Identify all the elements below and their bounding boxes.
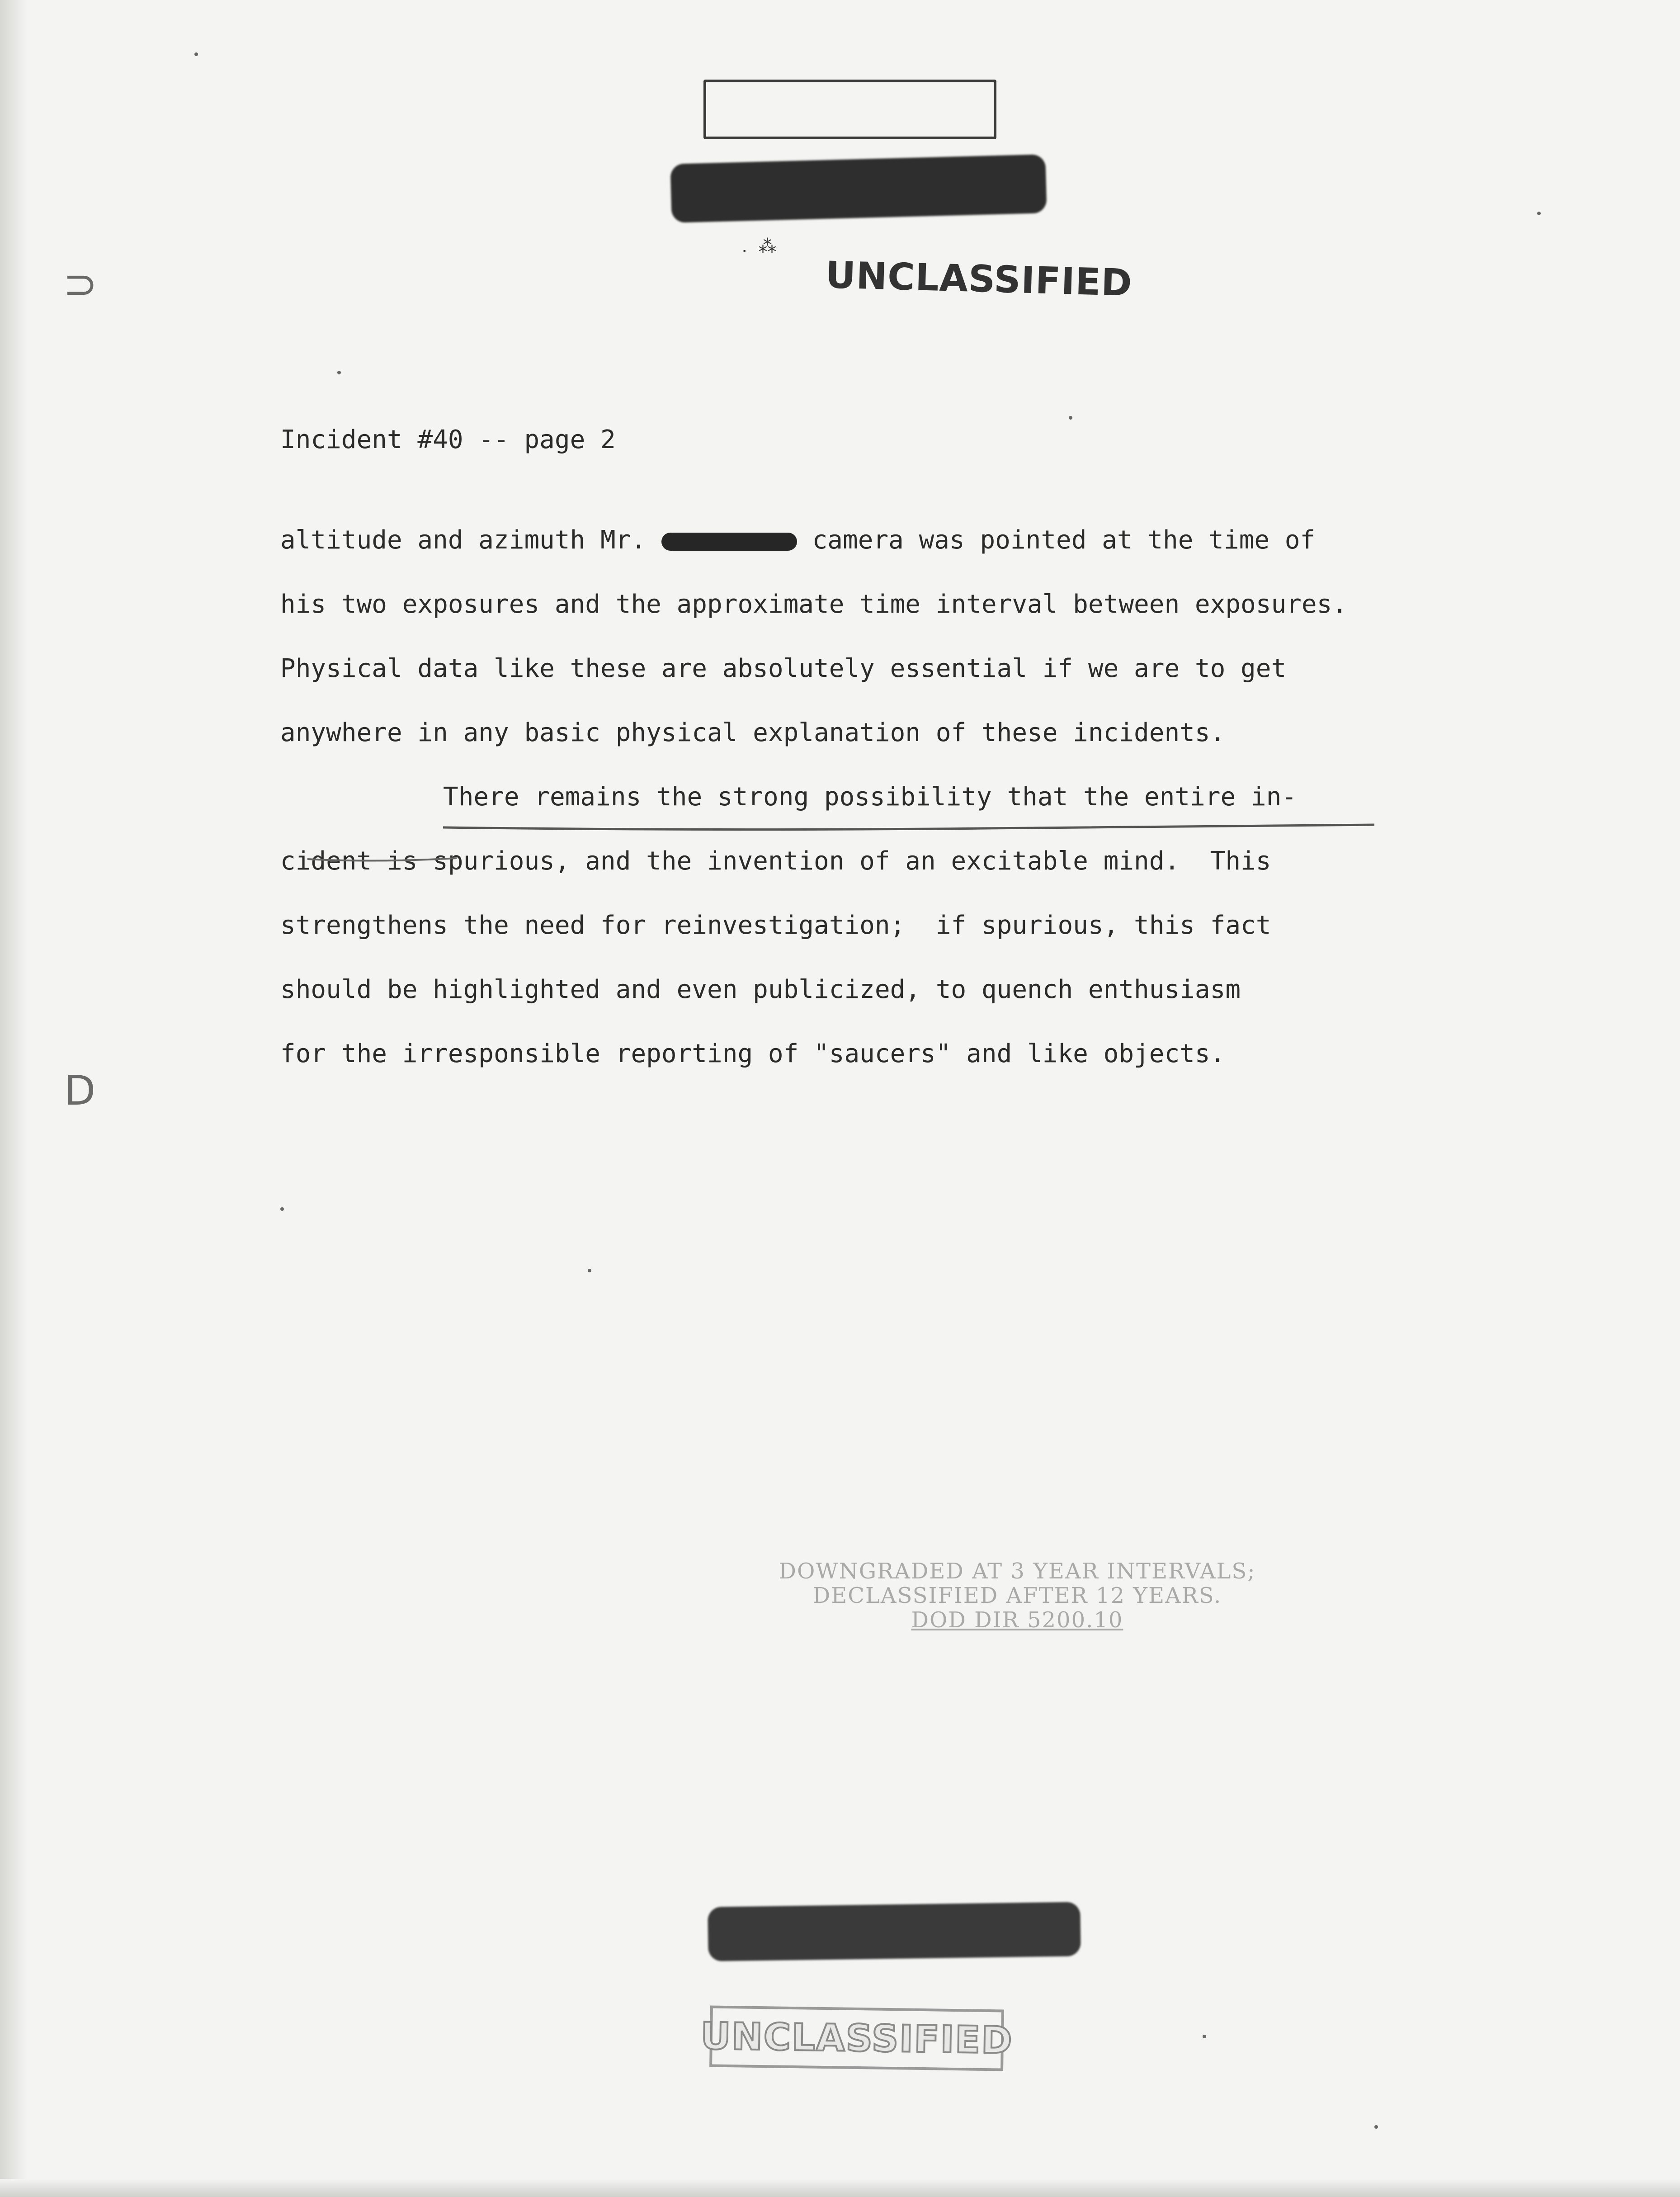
text-line-1 [280,524,1438,589]
text-line-2: his two exposures and the approximate time interval between exposures. [280,590,1348,619]
bottom-redaction-bar [708,1902,1081,1961]
text-line-3: Physical data like these are absolutely essential if we are to get [280,654,1287,683]
text-line-8: should be highlighted and even publicized, to quench enthusiasm [280,975,1241,1004]
downgrade-line-3: DOD DIR 5200.10 [911,1607,1123,1633]
unclassified-stamp-top: UNCLASSIFIED [825,254,1133,305]
scan-speck [1537,212,1541,215]
text-line-6: cident is spurious, and the invention of an excitable mind. This [280,846,1271,876]
top-redaction-bar [670,154,1047,223]
name-redaction [661,533,797,551]
downgrade-stamp [696,1559,1338,1632]
scan-speck [1374,2125,1378,2129]
handwritten-underline [307,822,1392,863]
text-line-1-end: camera was pointed at the time of [797,525,1316,555]
scan-speck [1069,416,1072,420]
downgrade-line-2: DECLASSIFIED AFTER 12 YEARS. [812,1583,1222,1608]
text-line-4: anywhere in any basic physical explanation of these incidents. [280,718,1226,747]
page-heading: Incident #40 -- page 2 [280,425,616,454]
scan-speck [337,371,341,374]
scan-speck [280,1207,284,1211]
text-line-5: There remains the strong possibility that the entire in- [443,782,1297,812]
scan-speck [194,52,198,56]
stamp-mark: ․ ⁂ [741,236,777,257]
scan-speck [588,1269,591,1272]
downgrade-line-1: DOWNGRADED AT 3 YEAR INTERVALS; [779,1559,1256,1584]
document-body [280,524,1438,1102]
unclassified-stamp-bottom [700,2005,1013,2071]
empty-classification-box [703,80,996,139]
scan-left-edge [0,0,27,2197]
unclassified-stamp-bottom-text: UNCLASSIFIED [700,2014,1013,2062]
text-line-1-start: altitude and azimuth Mr. [280,525,661,555]
punch-hole-mark-top: ⊃ [63,260,98,308]
punch-hole-mark-bottom: D [64,1067,96,1115]
text-line-7: strengthens the need for reinvestigation; if spurious, this fact [280,911,1271,940]
scan-bottom-edge [0,2179,1680,2197]
text-line-9: for the irresponsible reporting of "saucers" and like objects. [280,1039,1226,1068]
scan-speck [1203,2035,1206,2038]
